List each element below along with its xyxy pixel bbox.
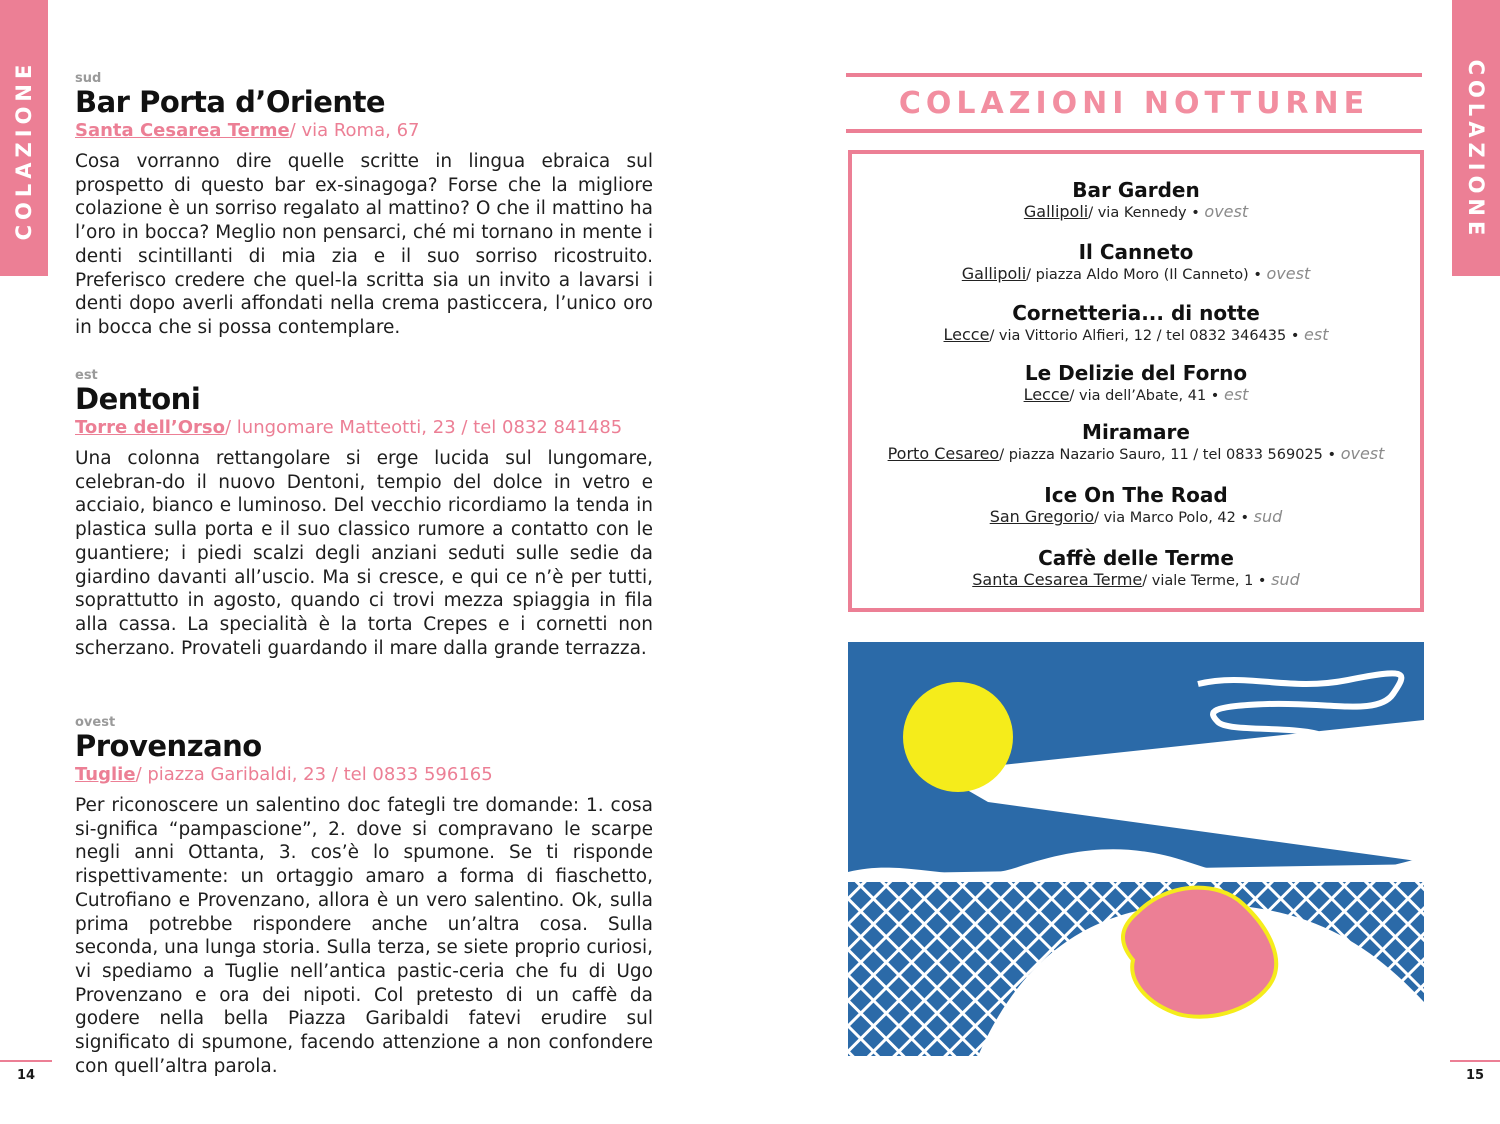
night-item-address-line	[852, 202, 1420, 223]
entry-address-line	[75, 118, 653, 144]
entry-dentoni	[75, 369, 653, 660]
night-item	[852, 546, 1420, 591]
entry-zone: sud	[75, 71, 102, 86]
night-item-name: Il Canneto	[1078, 240, 1194, 264]
night-item-separator: •	[1286, 328, 1305, 344]
section-tab-right	[1452, 0, 1500, 276]
night-section-title-band	[846, 73, 1422, 133]
night-item-town-link[interactable]: San Gregorio	[989, 507, 1095, 526]
entry-address: / piazza Garibaldi, 23 / tel 0833 596165	[135, 764, 493, 785]
night-item-address-line	[852, 264, 1420, 285]
night-list-box	[848, 150, 1424, 612]
night-item	[852, 420, 1420, 465]
night-item-address: / via Kennedy	[1088, 205, 1187, 221]
night-item-address: / via Marco Polo, 42	[1094, 510, 1236, 526]
night-item-name: Le Delizie del Forno	[1024, 361, 1248, 385]
entry-name: Bar Porta d’Oriente	[75, 85, 386, 119]
entry-zone: est	[75, 368, 98, 383]
night-item-address-line	[852, 325, 1420, 346]
entry-description: Per riconoscere un salentino doc fategli tre domande: 1. cosa si-gnifica “pampascione”, 2. dove si compravano le scarpe negli anni Ottanta, 3. cos’è lo spumone. Se ti risponde rispettivamente: un ortaggio amaro a forma di fiaschetto, Cutrofiano e Provenzano, allora è un vero salentino. Ok, sulla prima potrebbe rispondere anche un’altra cosa. Sulla seconda, una lunga storia. Sulla terza, se siete proprio curiosi, vi spediamo a Tuglie nell’antica pastic-ceria che fu di Ugo Provenzano e ora dei nipoti. Col pretesto di un caffè da godere nella bella Piazza Garibaldi fatevi erudire sul significato di spumone, facendo attenzione a non confondere con quell’altra parola.	[75, 795, 653, 1077]
night-item-zone: est	[1223, 385, 1249, 404]
night-item-name: Ice On The Road	[1044, 483, 1228, 507]
night-item-address-line	[852, 570, 1420, 591]
night-item-zone: ovest	[1340, 444, 1385, 463]
entry-description: Una colonna rettangolare si erge lucida sul lungomare, celebran-do il nuovo Dentoni, tempio del dolce in vetro e acciaio, bianco e luminoso. Del vecchio ricordiamo la tenda in plastica sulla porta e il suo classico rumore a contatto con le guantiere; i piedi scalzi degli anziani seduti sulle sedie da giardino davanti all’uscio. Ma si cresce, e qui ce n’è per tutti, soprattutto in agosto, quando ci trovi mezza spiaggia in fila alla cassa. La specialità è la torta Crepes e i cornetti non scherzano. Provateli guardando il mare dalla grande terrazza.	[75, 448, 653, 659]
entry-address-line	[75, 762, 653, 788]
night-item-address: / via Vittorio Alfieri, 12 / tel 0832 346435	[989, 328, 1287, 344]
night-section-title: COLAZIONI NOTTURNE	[898, 85, 1370, 121]
night-item-zone: ovest	[1266, 264, 1311, 283]
night-item-name: Bar Garden	[1072, 178, 1200, 202]
night-item-zone: ovest	[1204, 202, 1249, 221]
night-item-town-link[interactable]: Lecce	[943, 325, 990, 344]
night-item-town-link[interactable]: Lecce	[1023, 385, 1070, 404]
night-item-address: / piazza Aldo Moro (Il Canneto)	[1026, 267, 1249, 283]
night-item-zone: sud	[1253, 507, 1283, 526]
page-number-left: 14	[0, 1060, 52, 1090]
entry-description: Cosa vorranno dire quelle scritte in lingua ebraica sul prospetto di questo bar ex-sinagoga? Forse che la migliore colazione è un sorriso regalato al mattino? O che il mattino ha l’oro in bocca? Meglio non pensarci, ché mi tornano in mente i denti scintillanti di mia zia e il suo sorriso ricostruito. Preferisco credere che quel-la scritta sia un invito a lavarsi i denti dopo averli affondati nella crema pasticcera, l’unico oro in bocca che si possa contemplare.	[75, 151, 653, 338]
night-item-separator: •	[1248, 267, 1267, 283]
night-item	[852, 240, 1420, 285]
entry-address: / lungomare Matteotti, 23 / tel 0832 841485	[225, 417, 623, 438]
night-item-name: Cornetteria... di notte	[1012, 301, 1260, 325]
night-item-town-link[interactable]: Porto Cesareo	[887, 444, 1000, 463]
page-number-right: 15	[1450, 1060, 1500, 1090]
entry-bar-porta-doriente	[75, 72, 653, 340]
night-item-town-link[interactable]: Gallipoli	[961, 264, 1027, 283]
night-item-address: / viale Terme, 1	[1142, 573, 1254, 589]
night-item-separator: •	[1186, 205, 1205, 221]
entry-name: Dentoni	[75, 382, 201, 416]
section-tab-left	[0, 0, 48, 276]
night-item	[852, 178, 1420, 223]
night-item-zone: est	[1304, 325, 1329, 344]
entry-town-link[interactable]: Torre dell’Orso	[75, 417, 226, 438]
night-item-separator: •	[1322, 447, 1341, 463]
entry-zone: ovest	[75, 715, 116, 730]
entry-town-link[interactable]: Santa Cesarea Terme	[75, 120, 290, 141]
night-item-town-link[interactable]: Gallipoli	[1023, 202, 1089, 221]
night-item-address: / via dell’Abate, 41	[1069, 388, 1207, 404]
night-item-separator: •	[1206, 388, 1224, 404]
night-item	[852, 301, 1420, 346]
night-item-separator: •	[1253, 573, 1272, 589]
night-item-address-line	[852, 385, 1420, 406]
night-item-name: Caffè delle Terme	[1038, 546, 1234, 570]
section-tab-label: COLAZIONE	[12, 59, 36, 241]
night-item-zone: sud	[1271, 570, 1300, 589]
entry-provenzano	[75, 716, 653, 1078]
night-item	[852, 483, 1420, 528]
night-item-separator: •	[1235, 510, 1254, 526]
croissant-by-the-sea-illustration	[848, 642, 1424, 1056]
sun	[903, 682, 1013, 792]
night-item-address: / piazza Nazario Sauro, 11 / tel 0833 569025	[999, 447, 1323, 463]
entry-town-link[interactable]: Tuglie	[75, 764, 136, 785]
night-item-name: Miramare	[1082, 420, 1190, 444]
entry-address: / via Roma, 67	[289, 120, 420, 141]
entry-address-line	[75, 415, 653, 441]
night-item	[852, 361, 1420, 406]
night-item-address-line	[852, 444, 1420, 465]
section-tab-label: COLAZIONE	[1464, 59, 1488, 241]
night-item-address-line	[852, 507, 1420, 528]
night-item-town-link[interactable]: Santa Cesarea Terme	[972, 570, 1143, 589]
entry-name: Provenzano	[75, 729, 262, 763]
